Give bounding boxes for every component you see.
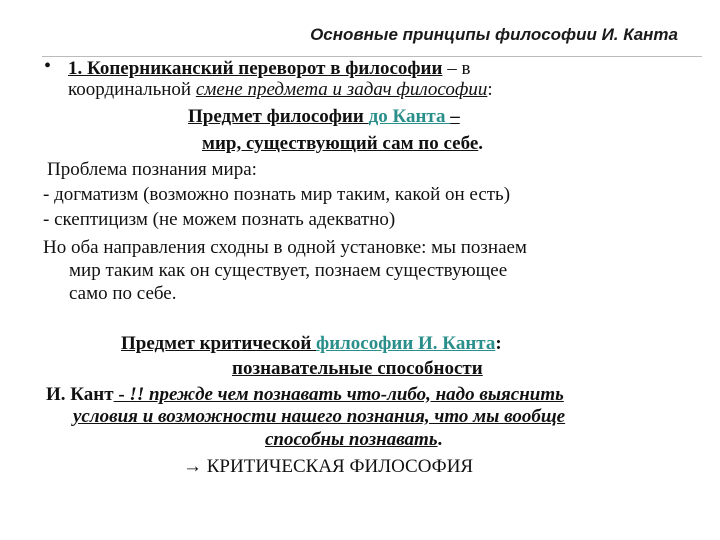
point-1-line-2 — [68, 78, 493, 101]
point-1-line-2-start: координальной — [68, 79, 196, 100]
subject-before-kant-dash: – — [450, 106, 460, 127]
point-1-emphasis: смене предмета и задач философии — [195, 79, 488, 100]
kant-quote-line-3 — [265, 428, 442, 451]
critical-subject-colon: : — [495, 333, 502, 354]
slide-title: Основные принципы философии И. Канта — [310, 25, 678, 44]
critical-subject-label: Предмет критической — [121, 333, 317, 354]
subject-before-kant-end: . — [478, 133, 484, 154]
kant-quote-end: . — [437, 429, 443, 450]
kant-quote-part-2: условия и возможности нашего познания, что мы вообще — [73, 406, 566, 427]
before-kant-link[interactable]: до Канта — [368, 106, 451, 127]
point-1-line-1 — [68, 57, 470, 80]
bullet-icon: • — [44, 55, 52, 77]
problem-heading: Проблема познания мира: — [47, 159, 257, 180]
critical-subject-line-1 — [121, 332, 502, 355]
subject-before-kant-value: мир, существующий сам по себе — [202, 133, 479, 154]
kant-philosophy-link[interactable]: философии И. Канта — [316, 333, 496, 354]
subject-before-kant-line-2 — [202, 132, 483, 155]
critical-philosophy-conclusion: → КРИТИЧЕСКАЯ ФИЛОСОФИЯ — [183, 456, 474, 477]
skepticism-item: - скептицизм (не можем познать адекватно) — [43, 209, 396, 230]
subject-before-kant-line-1 — [188, 105, 460, 128]
point-1-heading-tail: – в — [442, 58, 471, 79]
point-1-line-2-end: : — [487, 79, 493, 100]
conclusion-line-1: Но оба направления сходны в одной установке: мы познаем — [43, 237, 527, 258]
point-1-heading: 1. Коперниканский переворот в философии — [68, 58, 443, 79]
kant-quote-part-3: способны познавать — [265, 429, 438, 450]
kant-quote-author: И. Кант — [46, 384, 114, 405]
critical-subject-value — [232, 357, 483, 380]
kant-quote-part-1: !! прежде чем познавать что-либо, надо выяснить — [129, 384, 564, 405]
kant-quote-dash: - — [113, 384, 130, 405]
dogmatism-item: - догматизм (возможно познать мир таким, какой он есть) — [43, 184, 511, 205]
kant-quote-line-1 — [46, 383, 564, 406]
conclusion-line-3: само по себе. — [69, 283, 177, 304]
kant-quote-line-2 — [73, 405, 565, 428]
cognitive-abilities-text: познавательные способности — [232, 358, 483, 379]
conclusion-line-2: мир таким как он существует, познаем существующее — [69, 260, 508, 281]
subject-before-kant-label: Предмет философии — [188, 106, 369, 127]
